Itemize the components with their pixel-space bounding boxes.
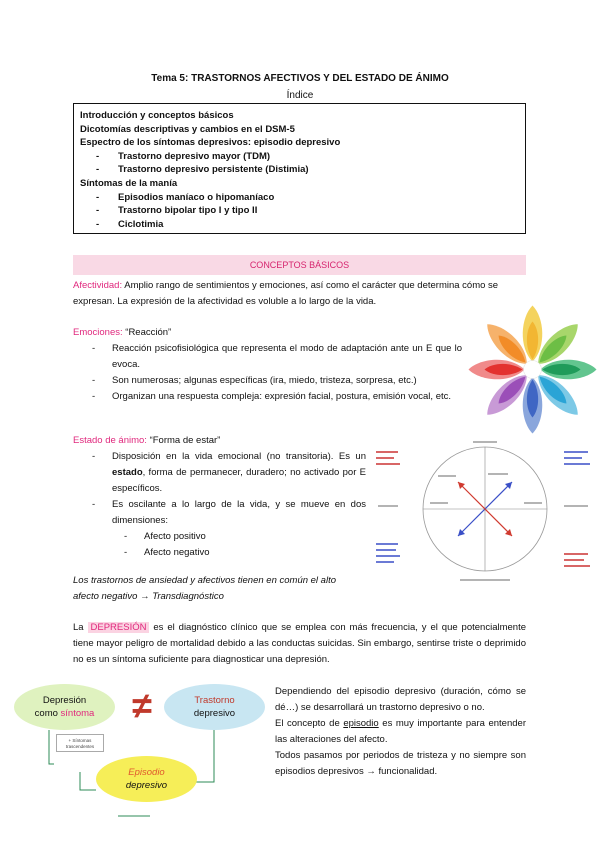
bubble-line: Depresión xyxy=(42,695,87,706)
explanation-p3: Todos pasamos por periodos de tristeza y no siempre son episodios depresivos → funcionalidad. xyxy=(275,750,526,777)
explanation-p1: Dependiendo del episodio depresivo (duración, cómo se dé…) se desarrollará un trastorno depresivo o no. xyxy=(275,686,526,713)
section-banner: CONCEPTOS BÁSICOS xyxy=(73,255,526,275)
index-item: Introducción y conceptos básicos xyxy=(80,110,234,121)
bubble-text: como xyxy=(34,708,61,719)
list-item: - Son numerosas; algunas específicas (ira, miedo, tristeza, sorpresa, etc.) xyxy=(90,373,462,389)
bubble-line: Trastorno xyxy=(194,695,235,706)
page-title: Tema 5: TRASTORNOS AFECTIVOS Y DEL ESTADO DE ÁNIMO xyxy=(151,73,449,84)
wheel-petal xyxy=(523,306,543,362)
index-subitem: - Trastorno depresivo mayor (TDM) xyxy=(80,150,519,164)
sintomas-trascendentes-box xyxy=(56,734,104,752)
estado-item1-bold: estado xyxy=(112,467,143,478)
index-subitem: - Ciclotimia xyxy=(80,218,519,232)
bubble-line: depresivo xyxy=(193,708,236,719)
emociones-quote: “Reacción” xyxy=(122,327,172,338)
list-item: - Organizan una respuesta compleja: expresión facial, postura, emisión vocal, etc. xyxy=(90,389,462,405)
box-line: trascendentes xyxy=(65,744,95,749)
emociones-heading xyxy=(73,325,403,341)
p2-underlined: episodio xyxy=(343,718,379,729)
index-subitem: - Episodios maníaco o hipomaníaco xyxy=(80,191,519,205)
emociones-list xyxy=(90,341,462,405)
emociones-term: Emociones: xyxy=(73,327,123,338)
afectividad-term: Afectividad: xyxy=(73,280,123,291)
depresion-paragraph xyxy=(73,620,526,668)
index-item: Dicotomías descriptivas y cambios en el DSM-5 xyxy=(80,123,295,135)
estado-quote: “Forma de estar” xyxy=(146,435,221,446)
index-item: Espectro de los síntomas depresivos: episodio depresivo xyxy=(80,137,341,149)
bubble-line xyxy=(35,707,95,720)
episodio-depresivo-bubble xyxy=(96,756,197,802)
list-item: - Reacción psicofisiológica que representa el modo de adaptación ante un E que lo evoca. xyxy=(90,341,462,373)
bubble-line: depresivo xyxy=(125,780,168,791)
wheel-petal xyxy=(523,378,543,434)
depresion-text: es el diagnóstico clínico que se emplea con más frecuencia, y el que potencialmente tiene mayor peligro de mortalidad debido a las conductas suicidas. Sin embargo, sentirse triste o deprimido no es un síntoma suficiente para diagnosticar una depresión. xyxy=(73,622,526,665)
bubble-line: Episodio xyxy=(128,767,165,778)
estado-item1-text: Disposición en la vida emocional (no transitoria). Es un xyxy=(112,451,366,462)
sub-list-item: - Afecto positivo xyxy=(90,529,366,545)
list-item: - Es oscilante a lo largo de la vida, y se mueve en dos dimensiones: xyxy=(90,497,366,529)
bubble-highlight: síntoma xyxy=(60,708,95,719)
afectividad-paragraph xyxy=(73,278,526,310)
sub-list-item: - Afecto negativo xyxy=(90,545,366,561)
list-item xyxy=(90,449,366,497)
depresion-pre: La xyxy=(73,622,88,633)
wheel-petal xyxy=(469,360,525,380)
estado-item1-rest: , forma de permanecer, duradero; no activado por E específicos. xyxy=(112,467,366,494)
explanation-p2 xyxy=(275,716,526,748)
p2-rest: es muy importante para entender las alteraciones del afecto. xyxy=(275,718,526,745)
not-equal-symbol: ≠ xyxy=(132,685,152,726)
estado-term: Estado de ánimo: xyxy=(73,435,147,446)
index-box xyxy=(73,103,526,234)
transdiagnostico-note: Los trastornos de ansiedad y afectivos tienen en común el alto afecto negativo → Transdiagnóstico xyxy=(73,575,336,602)
index-subitem: - Trastorno depresivo persistente (Distimia) xyxy=(80,163,519,177)
depresion-term: DEPRESIÓN xyxy=(88,622,150,633)
estado-heading xyxy=(73,433,373,449)
p2-text: El concepto de xyxy=(275,718,344,729)
afectividad-text: Amplio rango de sentimientos y emociones, así como el carácter que determina cómo se expresan. La expresión de la afectividad es voluble a lo largo de la vida. xyxy=(73,280,499,307)
emotion-wheel-image xyxy=(465,302,600,437)
index-subitem: - Trastorno bipolar tipo I y tipo II xyxy=(80,204,519,218)
index-heading: Índice xyxy=(286,90,314,101)
wheel-petal xyxy=(541,360,597,380)
box-line: + Síntomas xyxy=(68,738,92,743)
episodio-explanation xyxy=(275,684,526,780)
affect-circumplex-image xyxy=(368,436,600,586)
estado-list xyxy=(90,449,366,561)
index-item: Síntomas de la manía xyxy=(80,177,178,189)
